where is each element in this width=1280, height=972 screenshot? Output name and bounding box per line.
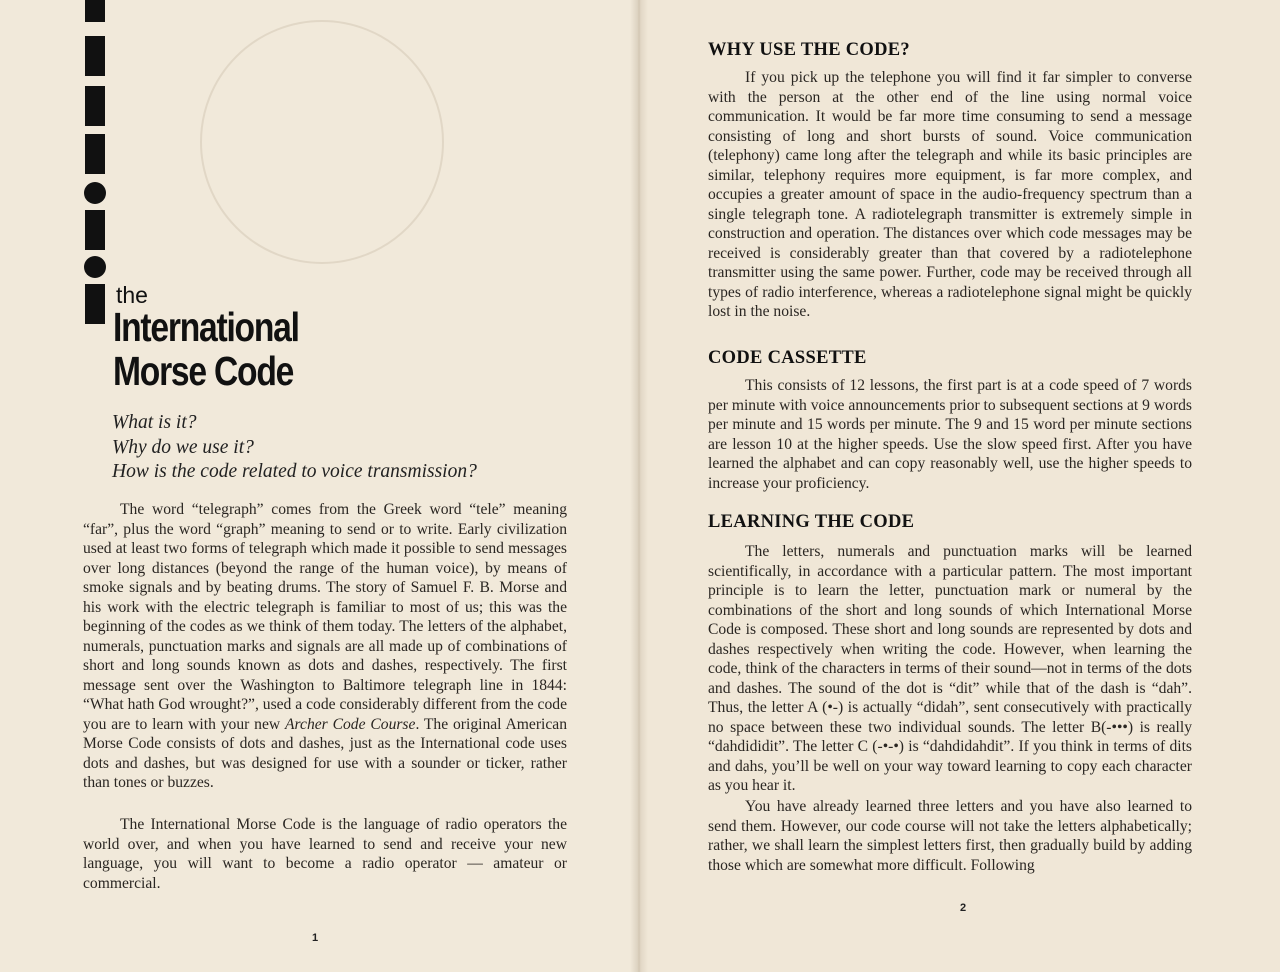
morse-dot	[84, 182, 106, 204]
morse-dash	[85, 0, 105, 22]
intro-paragraph	[83, 500, 567, 793]
title-international: International	[113, 304, 299, 350]
page-number-left: 1	[312, 932, 319, 944]
morse-dash	[85, 210, 105, 250]
book-gutter	[630, 0, 648, 972]
learning-code-paragraph: The letters, numerals and punctuation marks will be learned scientifically, in accordance with a particular pattern. The most important principle is to learn the letter, punctuation mark or numeral by the combinations of the short and long sounds of which International Morse Code is composed. These short and long sounds are represented by dots and dashes respectively when writing the code. However, when learning the code, think of the characters in terms of their sound—not in terms of the dots and dashes. The sound of the dot is “dit” while that of the dash is “dah”. Thus, the letter A (•-) is actually “didah”, sent consecutively with practically no space between these two individual sounds. The letter B(-•••) is really “dahdididit”. The letter C (-•-•) is “dahdidahdit”. If you think in terms of dits and dahs, you’ll be well on your way toward learning to copy each character as you hear it.	[708, 543, 1192, 794]
radio-operator-paragraph: The International Morse Code is the language of radio operators the world over, and when you have learned to send and receive your new language, you will want to become a radio operator — amateur or commercial.	[83, 816, 567, 892]
intro-text-a: The word “telegraph” comes from the Greek word “tele” meaning “far”, plus the word “graph” meaning to send or to write. Early civilization used at least two forms of telegraph which made it possible to send messages over long distances (beyond the range of the human voice), by means of smoke signals and by beating drums. The story of Samuel F. B. Morse and his work with the electric telegraph is familiar to most of us; this was the beginning of the codes as we think of them today. The letters of the alphabet, numerals, punctuation marks and signals are all made up of combinations of short and long sounds known as dots and dashes, respectively. The first message sent over the Washington to Baltimore telegraph line in 1844: “What hath God wrought?”, used a code considerably different from the code you are to learn with your new	[83, 501, 567, 733]
title-the: the	[116, 282, 148, 308]
why-use-code-paragraph: If you pick up the telephone you will find it far simpler to converse with the person at the other end of the line using normal voice communication. It would be far more time consuming to send a message consisting of long and short bursts of sound. Voice communication (telephony) came long after the telegraph and while its basic principles are similar, telephony requires more equipment, is far more complex, and occupies a greater amount of space in the audio-frequency spectrum than a single telegraph tone. A radiotelegraph transmitter is extremely simple in construction and operation. The distances over which code messages may be received is considerably greater than that covered by a radiotelephone transmitter using the same power. Further, code may be received through all types of radio interference, whereas a radiotelephone signal might be quickly lost in the noise.	[708, 69, 1192, 320]
morse-dash	[85, 36, 105, 76]
left-page	[0, 0, 638, 972]
question-3: How is the code related to voice transmission?	[112, 461, 477, 482]
faint-show-through-circle	[200, 20, 444, 264]
page-number-right: 2	[960, 902, 967, 914]
morse-dash	[85, 284, 105, 324]
heading-learning-code: LEARNING THE CODE	[708, 512, 915, 532]
question-2: Why do we use it?	[112, 437, 254, 458]
title-morse-code: Morse Code	[113, 348, 294, 394]
heading-why-use-code: WHY USE THE CODE?	[708, 40, 910, 60]
morse-dash	[85, 134, 105, 174]
course-name: Archer Code Course	[285, 715, 416, 733]
learning-code-paragraph-2: You have already learned three letters and you have also learned to send them. However, our code course will not take the letters alphabetically; rather, we shall learn the simplest letters first, then gradually build by adding those which are somewhat more difficult. Following	[708, 798, 1192, 874]
heading-code-cassette: CODE CASSETTE	[708, 348, 867, 368]
intro-text-b: . The original American Morse Code consists of dots and dashes, just as the International code uses dots and dashes, but was designed for use with a sounder or ticker, rather than tones or buzzes.	[83, 715, 567, 791]
question-1: What is it?	[112, 412, 197, 433]
code-cassette-paragraph: This consists of 12 lessons, the first part is at a code speed of 7 words per minute with voice announcements prior to subsequent sections at 9 words per minute and 15 words per minute. The 9 and 15 word per minute sections are lesson 10 at the higher speeds. Use the slow speed first. After you have learned the alphabet and can copy reasonably well, use the higher speeds to increase your proficiency.	[708, 377, 1192, 492]
morse-dash	[85, 86, 105, 126]
morse-dot	[84, 256, 106, 278]
